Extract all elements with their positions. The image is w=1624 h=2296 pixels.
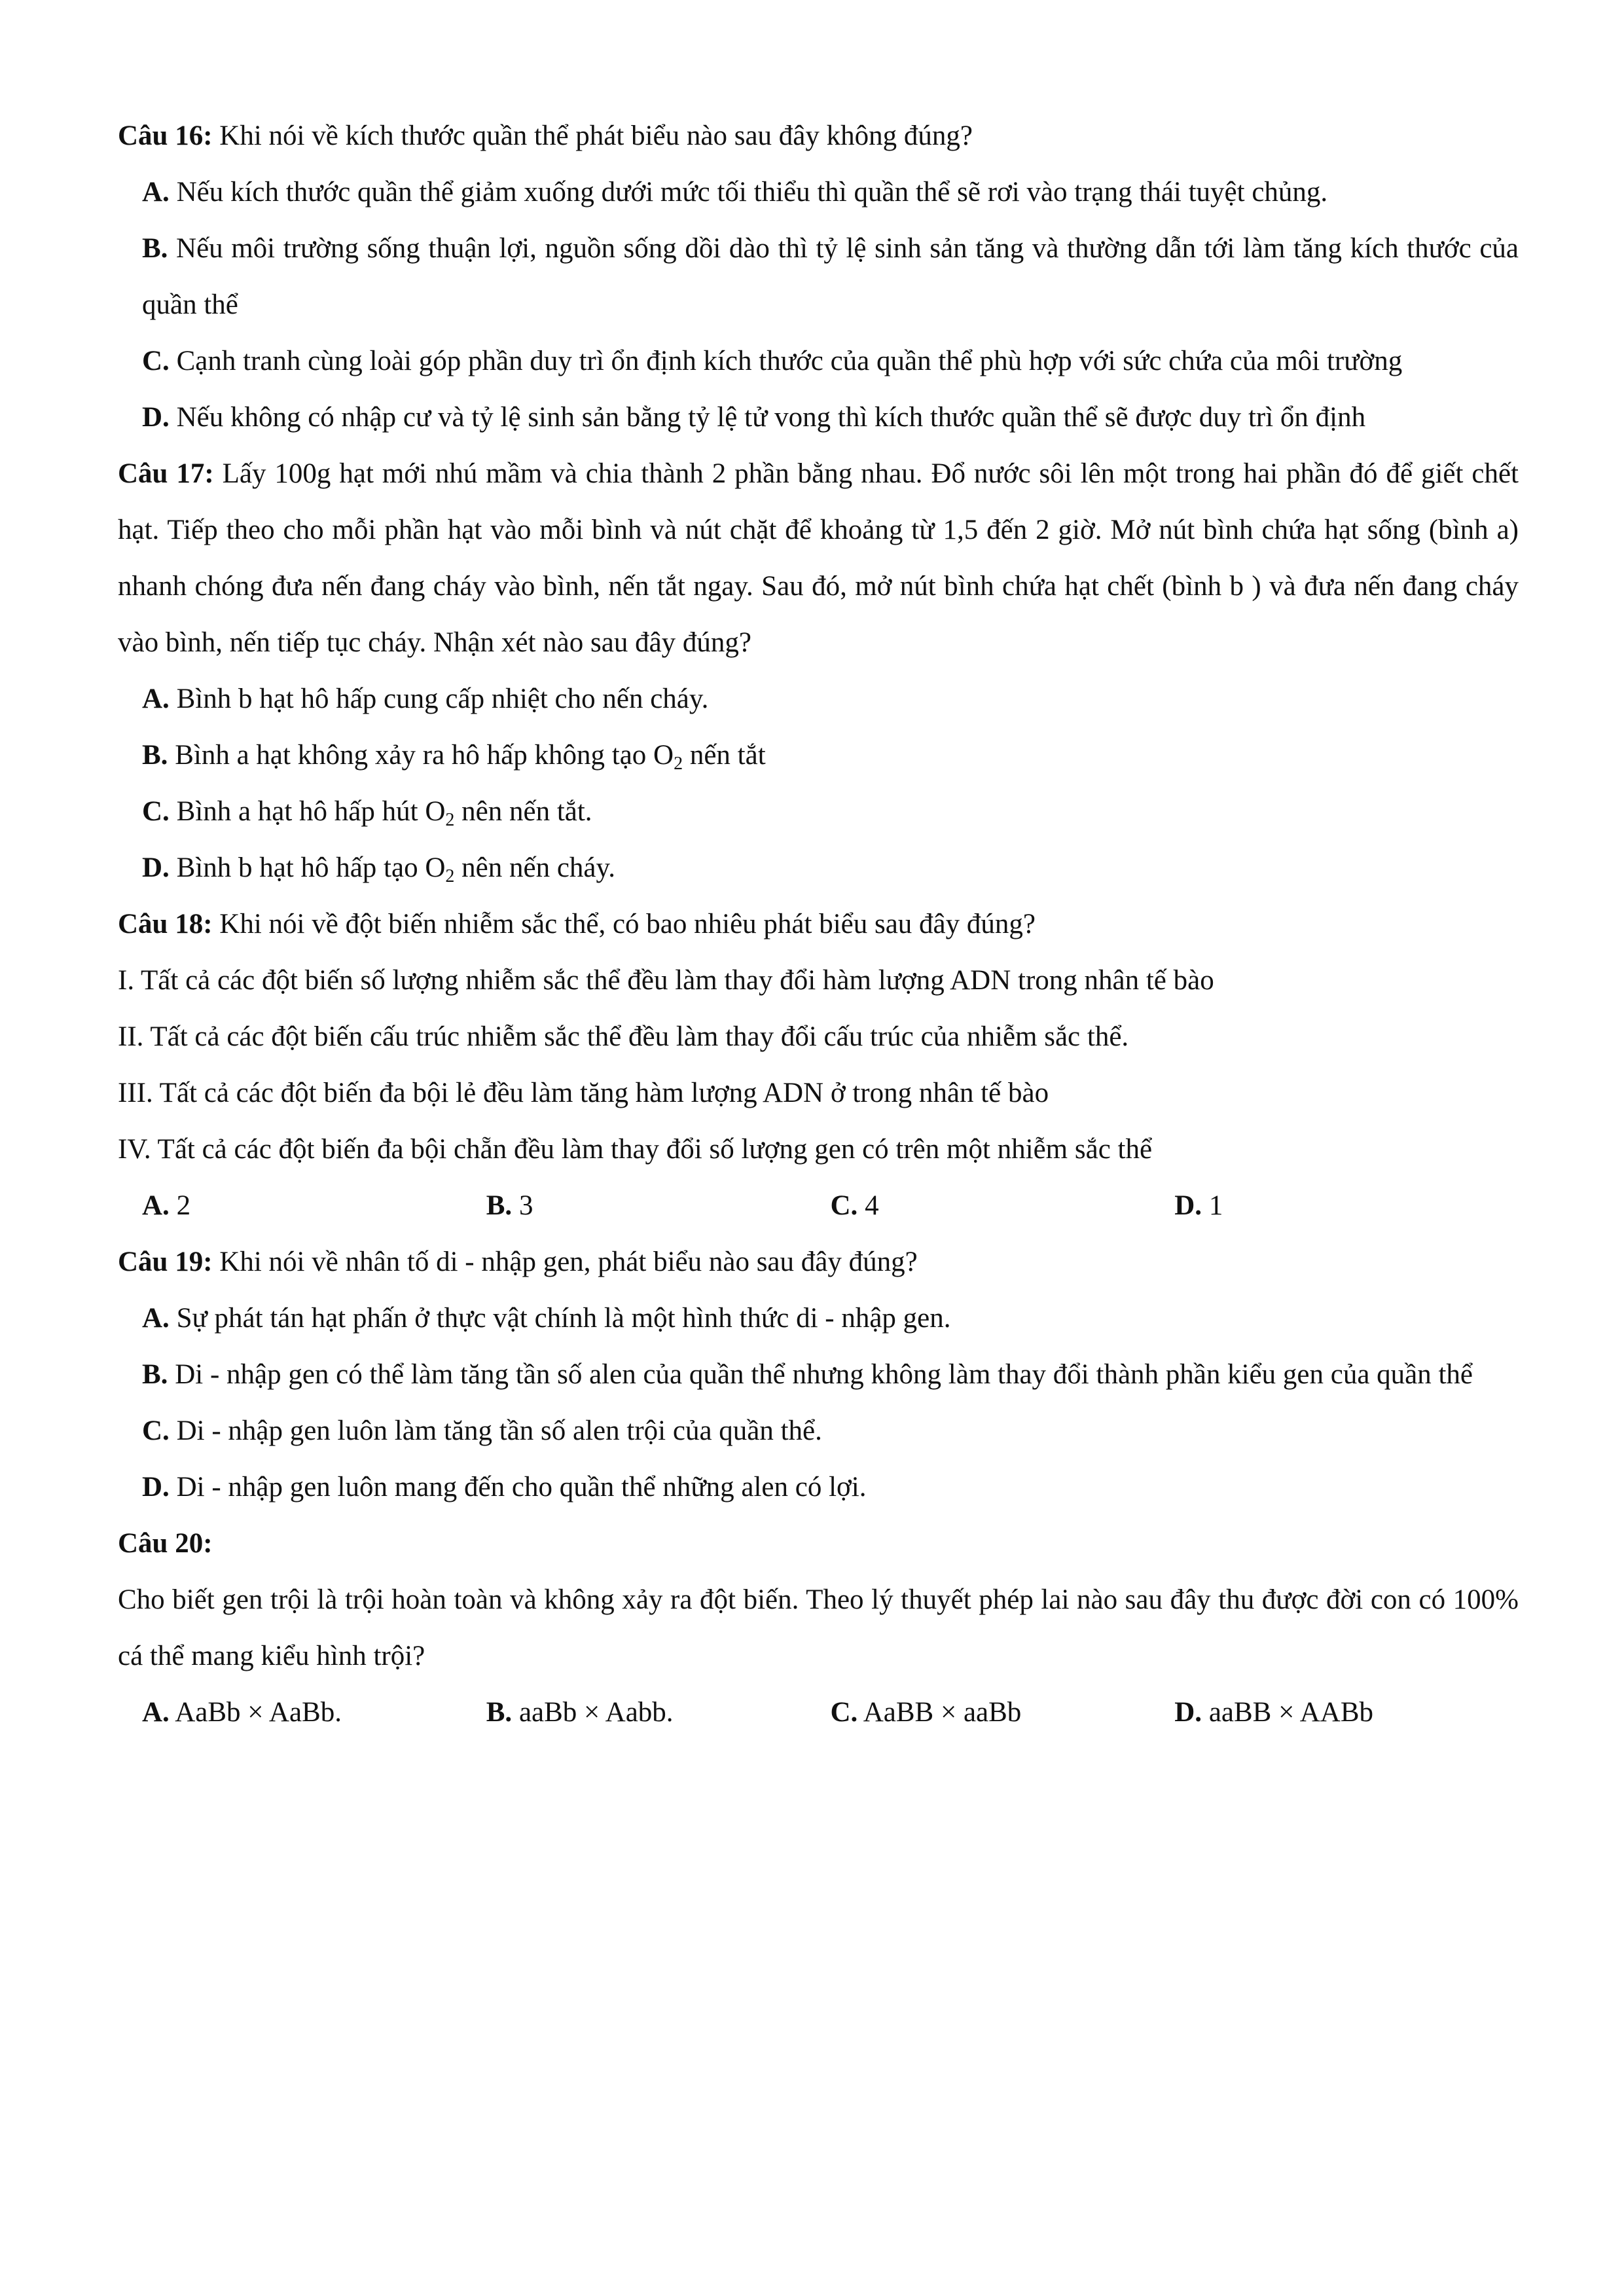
- question-text: Cho biết gen trội là trội hoàn toàn và không xảy ra đột biến. Theo lý thuyết phép lai nào sau đây thu được đời con có 100% cá thể mang kiểu hình trội?: [118, 1584, 1519, 1671]
- option-d: [1174, 1685, 1519, 1741]
- answer-row: [118, 1685, 1519, 1741]
- option-text: Di - nhập gen luôn mang đến cho quần thể những alen có lợi.: [176, 1472, 867, 1503]
- question-label: Câu 18:: [118, 909, 213, 939]
- option-text: aaBB × AABb: [1208, 1697, 1374, 1728]
- question-18: [118, 896, 1519, 953]
- option-b: [118, 221, 1519, 333]
- question-label: Câu 16:: [118, 120, 213, 151]
- option-letter: A.: [142, 177, 170, 208]
- option-a: [118, 671, 1519, 727]
- option-text: 3: [518, 1190, 533, 1221]
- question-19: [118, 1234, 1519, 1290]
- option-letter: C.: [142, 1415, 170, 1446]
- subscript: 2: [445, 866, 455, 886]
- option-b: [486, 1178, 831, 1234]
- option-d: [118, 840, 1519, 896]
- statement-4: IV. Tất cả các đột biến đa bội chẵn đều làm thay đổi số lượng gen có trên một nhiễm sắc thể: [118, 1134, 1153, 1165]
- option-letter: D.: [1174, 1697, 1202, 1728]
- option-text: aaBb × Aabb.: [518, 1697, 674, 1728]
- option-text: Cạnh tranh cùng loài góp phần duy trì ổn định kích thước của quần thể phù hợp với sức chứa của môi trường: [176, 346, 1403, 376]
- option-letter: C.: [830, 1190, 858, 1221]
- question-17: [118, 446, 1519, 671]
- statement-3: III. Tất cả các đột biến đa bội lẻ đều làm tăng hàm lượng ADN ở trong nhân tế bào: [118, 1078, 1049, 1108]
- option-letter: A.: [142, 1697, 170, 1728]
- option-c: [831, 1685, 1175, 1741]
- option-b: [118, 1347, 1519, 1403]
- question-label: Câu 17:: [118, 458, 214, 489]
- statement-2: II. Tất cả các đột biến cấu trúc nhiễm sắc thể đều làm thay đổi cấu trúc của nhiễm sắc thể.: [118, 1021, 1129, 1052]
- subscript: 2: [445, 810, 455, 830]
- option-text: 4: [865, 1190, 879, 1221]
- option-a: [142, 1178, 486, 1234]
- option-text: Bình a hạt hô hấp hút O: [176, 796, 446, 827]
- option-text: Sự phát tán hạt phấn ở thực vật chính là một hình thức di - nhập gen.: [176, 1303, 951, 1334]
- question-text: Lấy 100g hạt mới nhú mầm và chia thành 2 phần bằng nhau. Đổ nước sôi lên một trong hai phần đó để giết chết hạt. Tiếp theo cho mỗi phần hạt vào mỗi bình và nút chặt để khoảng từ 1,5 đến 2 giờ. Mở nút bình chứa hạt sống (bình a) nhanh chóng đưa nến đang cháy vào bình, nến tắt ngay. Sau đó, mở nút bình chứa hạt chết (bình b ) và đưa nến đang cháy vào bình, nến tiếp tục cháy. Nhận xét nào sau đây đúng?: [118, 458, 1519, 658]
- option-text: nên nến cháy.: [454, 852, 615, 883]
- option-letter: D.: [1174, 1190, 1202, 1221]
- option-text: 2: [176, 1190, 191, 1221]
- option-text: nên nến tắt.: [454, 796, 592, 827]
- option-text: AaBB × aaBb: [863, 1697, 1022, 1728]
- option-text: Di - nhập gen có thể làm tăng tần số alen của quần thể nhưng không làm thay đổi thành phần kiểu gen của quần thể: [175, 1359, 1473, 1390]
- option-letter: A.: [142, 1190, 170, 1221]
- option-letter: D.: [142, 402, 170, 433]
- option-letter: C.: [142, 796, 170, 827]
- option-letter: C.: [830, 1697, 858, 1728]
- option-c: [118, 333, 1519, 390]
- exam-page: [118, 108, 1519, 1741]
- option-a: [118, 164, 1519, 221]
- option-text: Di - nhập gen luôn làm tăng tần số alen trội của quần thể.: [176, 1415, 822, 1446]
- question-16: [118, 108, 1519, 164]
- statement-1: I. Tất cả các đột biến số lượng nhiễm sắc thể đều làm thay đổi hàm lượng ADN trong nhân tế bào: [118, 965, 1214, 996]
- question-label: Câu 20:: [118, 1528, 213, 1559]
- option-letter: D.: [142, 1472, 170, 1503]
- answer-row: [118, 1178, 1519, 1234]
- option-d: [118, 1459, 1519, 1516]
- option-c: [118, 1403, 1519, 1459]
- question-text: Khi nói về kích thước quần thể phát biểu nào sau đây không đúng?: [219, 120, 973, 151]
- option-d: [1174, 1178, 1519, 1234]
- option-c: [118, 784, 1519, 840]
- option-letter: B.: [486, 1697, 513, 1728]
- subscript: 2: [674, 754, 683, 774]
- option-letter: D.: [142, 852, 170, 883]
- option-letter: B.: [486, 1190, 513, 1221]
- option-text: Nếu môi trường sống thuận lợi, nguồn sống dồi dào thì tỷ lệ sinh sản tăng và thường dẫn tới làm tăng kích thước của quần thể: [142, 233, 1519, 320]
- option-b: [486, 1685, 831, 1741]
- option-b: [118, 727, 1519, 784]
- option-text: Nếu không có nhập cư và tỷ lệ sinh sản bằng tỷ lệ tử vong thì kích thước quần thể sẽ được duy trì ổn định: [176, 402, 1366, 433]
- option-letter: B.: [142, 233, 168, 264]
- option-text: nến tắt: [683, 740, 766, 771]
- option-text: Bình a hạt không xảy ra hô hấp không tạo O: [175, 740, 674, 771]
- option-letter: B.: [142, 740, 168, 771]
- option-c: [831, 1178, 1175, 1234]
- option-a: [118, 1290, 1519, 1347]
- option-text: Bình b hạt hô hấp cung cấp nhiệt cho nến cháy.: [176, 683, 709, 714]
- question-text: Khi nói về nhân tố di - nhập gen, phát biểu nào sau đây đúng?: [219, 1247, 918, 1277]
- option-text: AaBb × AaBb.: [175, 1697, 342, 1728]
- question-text: Khi nói về đột biến nhiễm sắc thể, có bao nhiêu phát biểu sau đây đúng?: [219, 909, 1036, 939]
- option-letter: C.: [142, 346, 170, 376]
- option-text: Bình b hạt hô hấp tạo O: [176, 852, 446, 883]
- option-letter: A.: [142, 683, 170, 714]
- option-letter: A.: [142, 1303, 170, 1334]
- question-20: [118, 1516, 1519, 1572]
- option-d: [118, 390, 1519, 446]
- option-text: 1: [1208, 1190, 1223, 1221]
- option-text: Nếu kích thước quần thể giảm xuống dưới mức tối thiểu thì quần thể sẽ rơi vào trạng thái tuyệt chủng.: [176, 177, 1328, 208]
- option-a: [142, 1685, 486, 1741]
- option-letter: B.: [142, 1359, 168, 1390]
- question-label: Câu 19:: [118, 1247, 213, 1277]
